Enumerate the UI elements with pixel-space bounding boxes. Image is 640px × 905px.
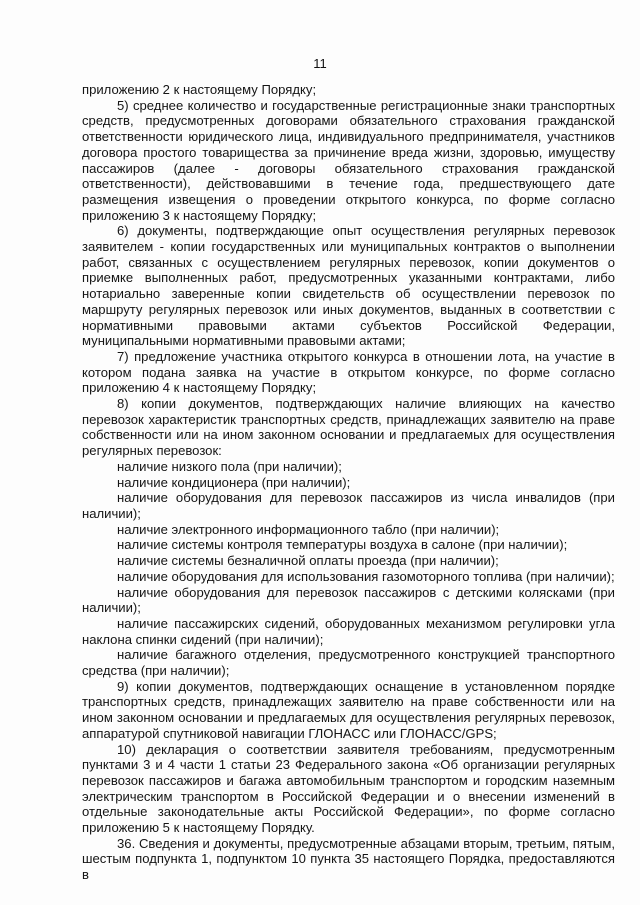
paragraph: 36. Сведения и документы, предусмотренные абзацами вторым, третьим, пятым, шестым подпункта 1, подпунктом 10 пункта 35 настоящего Порядка, предоставляются в	[82, 835, 615, 883]
paragraph: 5) среднее количество и государственные регистрационные знаки транспортных средств, предусмотренных договорами обязательного страхования гражданской ответственности юридического лица, индивидуального предпринимателя, участников договора простого товарищества за причинение вреда жизни, здоровью, имуществу пассажиров (далее - договоры обязательного страхования гражданской ответственности), действовавшими в течение года, предшествующего дате размещения извещения о проведении открытого конкурса, по форме согласно приложению 3 к настоящему Порядку;	[82, 97, 615, 223]
paragraph: 8) копии документов, подтверждающих наличие влияющих на качество перевозок характеристик транспортных средств, принадлежащих заявителю на праве собственности или на ином законном основании и предлагаемых для осуществления регулярных перевозок:	[82, 396, 615, 459]
paragraph: наличие кондиционера (при наличии);	[117, 474, 351, 490]
paragraph: наличие оборудования для перевозок пассажиров с детскими колясками (при наличии);	[82, 584, 615, 616]
paragraph: наличие пассажирских сидений, оборудованных механизмом регулировки угла наклона спинки сидений (при наличии);	[82, 615, 615, 647]
paragraph: 7) предложение участника открытого конкурса в отношении лота, на участие в котором подана заявка на участие в открытом конкурсе, по форме согласно приложению 4 к настоящему Порядку;	[82, 348, 615, 396]
paragraph: наличие низкого пола (при наличии);	[117, 458, 342, 474]
paragraph: наличие системы безналичной оплаты проезда (при наличии);	[117, 553, 499, 569]
document-body	[82, 82, 615, 883]
page-number: 11	[313, 56, 327, 71]
paragraph: наличие оборудования для использования газомоторного топлива (при наличии);	[117, 568, 615, 584]
paragraph: приложению 2 к настоящему Порядку;	[82, 82, 317, 97]
paragraph: 6) документы, подтверждающие опыт осуществления регулярных перевозок заявителем - копии государственных или муниципальных контрактов о выполнении работ, связанных с осуществлением регулярных перевозок, копии документов о приемке выполненных работ, предусмотренных указанными контрактами, либо нотариально заверенные копии свидетельств об осуществлении перевозок по маршруту регулярных перевозок или иных документов, выданных в соответствии с нормативными правовыми актами субъектов Российской Федерации, муниципальными нормативными правовыми актами;	[82, 223, 615, 349]
paragraph: наличие оборудования для перевозок пассажиров из числа инвалидов (при наличии);	[82, 490, 615, 521]
paragraph: наличие багажного отделения, предусмотренного конструкцией транспортного средства (при наличии);	[82, 647, 615, 679]
paragraph: 9) копии документов, подтверждающих оснащение в установленном порядке транспортных средств, принадлежащих заявителю на праве собственности или на ином законном основании и предлагаемых для осуществления регулярных перевозок, аппаратурой спутниковой навигации ГЛОНАСС или ГЛОНАСС/GPS;	[82, 678, 615, 741]
paragraph: 10) декларация о соответствии заявителя требованиям, предусмотренным пунктами 3 и 4 части 1 статьи 23 Федерального закона «Об организации регулярных перевозок пассажиров и багажа автомобильным транспортом и городским наземным электрическим транспортом в Российской Федерации и о внесении изменений в отдельные законодательные акты Российской Федерации», по форме согласно приложению 5 к настоящему Порядку.	[82, 741, 615, 836]
paragraph: наличие системы контроля температуры воздуха в салоне (при наличии);	[117, 537, 568, 553]
paragraph: наличие электронного информационного табло (при наличии);	[117, 521, 500, 537]
